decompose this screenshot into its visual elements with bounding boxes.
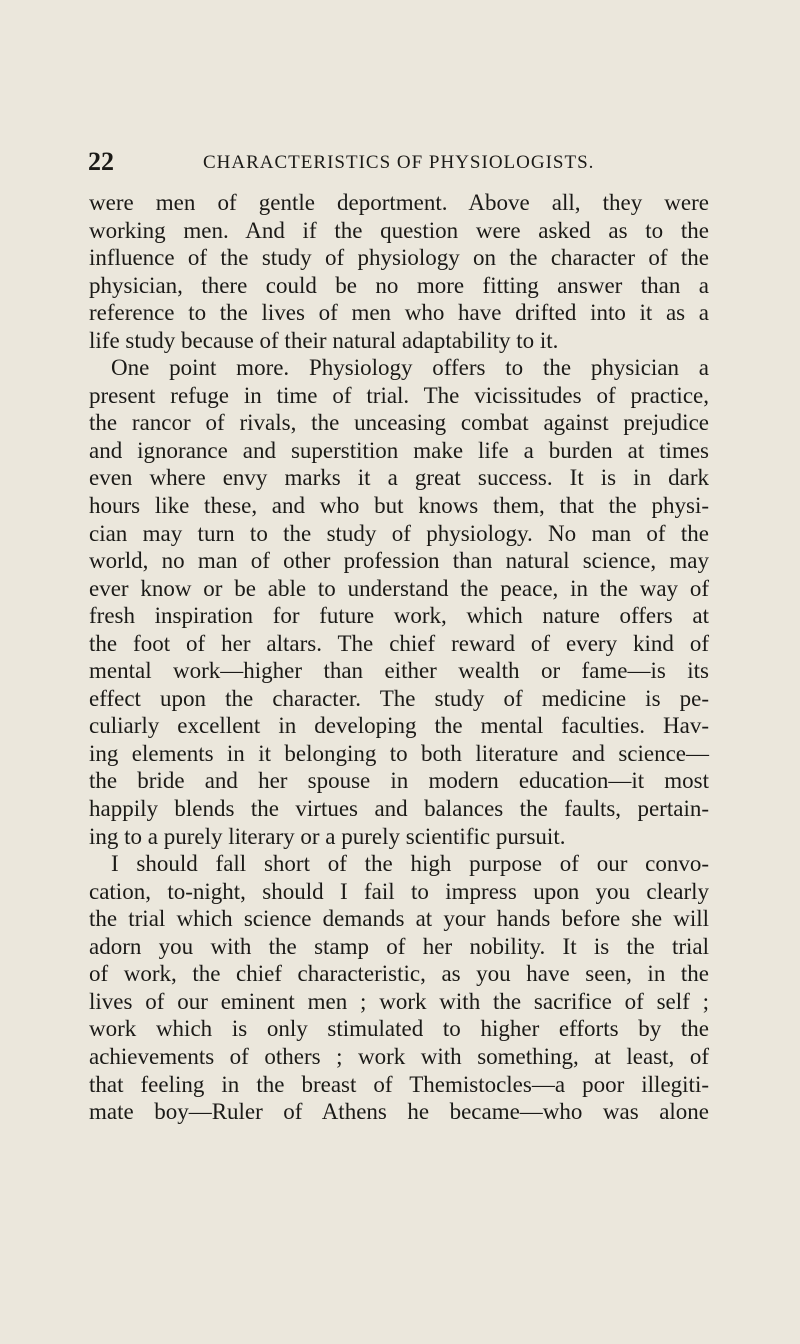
text-line: culiarly excellent in developing the mental faculties. Hav- xyxy=(89,713,709,739)
text-line: even where envy marks it a great success. It is in dark xyxy=(89,465,709,491)
text-line: effect upon the character. The study of medicine is pe- xyxy=(89,685,709,711)
text-line: I should fall short of the high purpose of our convo- xyxy=(111,851,709,877)
text-line: work which is only stimulated to higher efforts by the xyxy=(89,1016,709,1042)
text-line: working men. And if the question were asked as to the xyxy=(89,217,709,243)
text-line: present refuge in time of trial. The vicissitudes of practice, xyxy=(89,382,709,408)
text-line: cian may turn to the study of physiology. No man of the xyxy=(89,520,709,546)
text-line: and ignorance and superstition make life a burden at times xyxy=(89,437,709,463)
text-line: ing to a purely literary or a purely scientific pursuit. xyxy=(89,823,566,849)
text-line: ing elements in it belonging to both literature and science— xyxy=(89,740,709,766)
text-line: life study because of their natural adaptability to it. xyxy=(89,327,559,353)
text-line: One point more. Physiology offers to the physician a xyxy=(111,355,709,381)
text-line: lives of our eminent men ; work with the sacrifice of self ; xyxy=(89,988,709,1014)
text-line: hours like these, and who but knows them, that the physi- xyxy=(89,493,709,519)
body-text xyxy=(89,189,709,1299)
text-line: influence of the study of physiology on the character of the xyxy=(89,245,709,271)
text-line: happily blends the virtues and balances the faults, pertain- xyxy=(89,796,709,822)
running-title: CHARACTERISTICS OF PHYSIOLOGISTS. xyxy=(203,152,595,173)
text-line: world, no man of other profession than natural science, may xyxy=(89,548,709,574)
text-line: cation, to-night, should I fail to impress upon you clearly xyxy=(89,878,709,904)
text-line: the bride and her spouse in modern education—it most xyxy=(89,768,709,794)
text-line: reference to the lives of men who have drifted into it as a xyxy=(89,300,709,326)
text-line: fresh inspiration for future work, which nature offers at xyxy=(89,603,709,629)
text-line: were men of gentle deportment. Above all, they were xyxy=(89,190,709,215)
text-line: mate boy—Ruler of Athens he became—who was alone xyxy=(89,1099,709,1125)
text-line: physician, there could be no more fitting answer than a xyxy=(89,272,709,298)
text-line: mental work—higher than either wealth or fame—is its xyxy=(89,658,709,684)
text-line: the trial which science demands at your hands before she will xyxy=(89,906,709,932)
page-header xyxy=(88,147,712,177)
text-line: the foot of her altars. The chief reward of every kind of xyxy=(89,630,709,656)
text-line: of work, the chief characteristic, as you have seen, in the xyxy=(89,961,709,987)
text-line: that feeling in the breast of Themistocles—a poor illegiti- xyxy=(89,1071,709,1097)
text-line: the rancor of rivals, the unceasing combat against prejudice xyxy=(89,410,709,436)
text-line: adorn you with the stamp of her nobility. It is the trial xyxy=(89,933,709,959)
page-number: 22 xyxy=(88,147,114,176)
text-line: ever know or be able to understand the peace, in the way of xyxy=(89,575,709,601)
text-line: achievements of others ; work with something, at least, of xyxy=(89,1043,709,1069)
